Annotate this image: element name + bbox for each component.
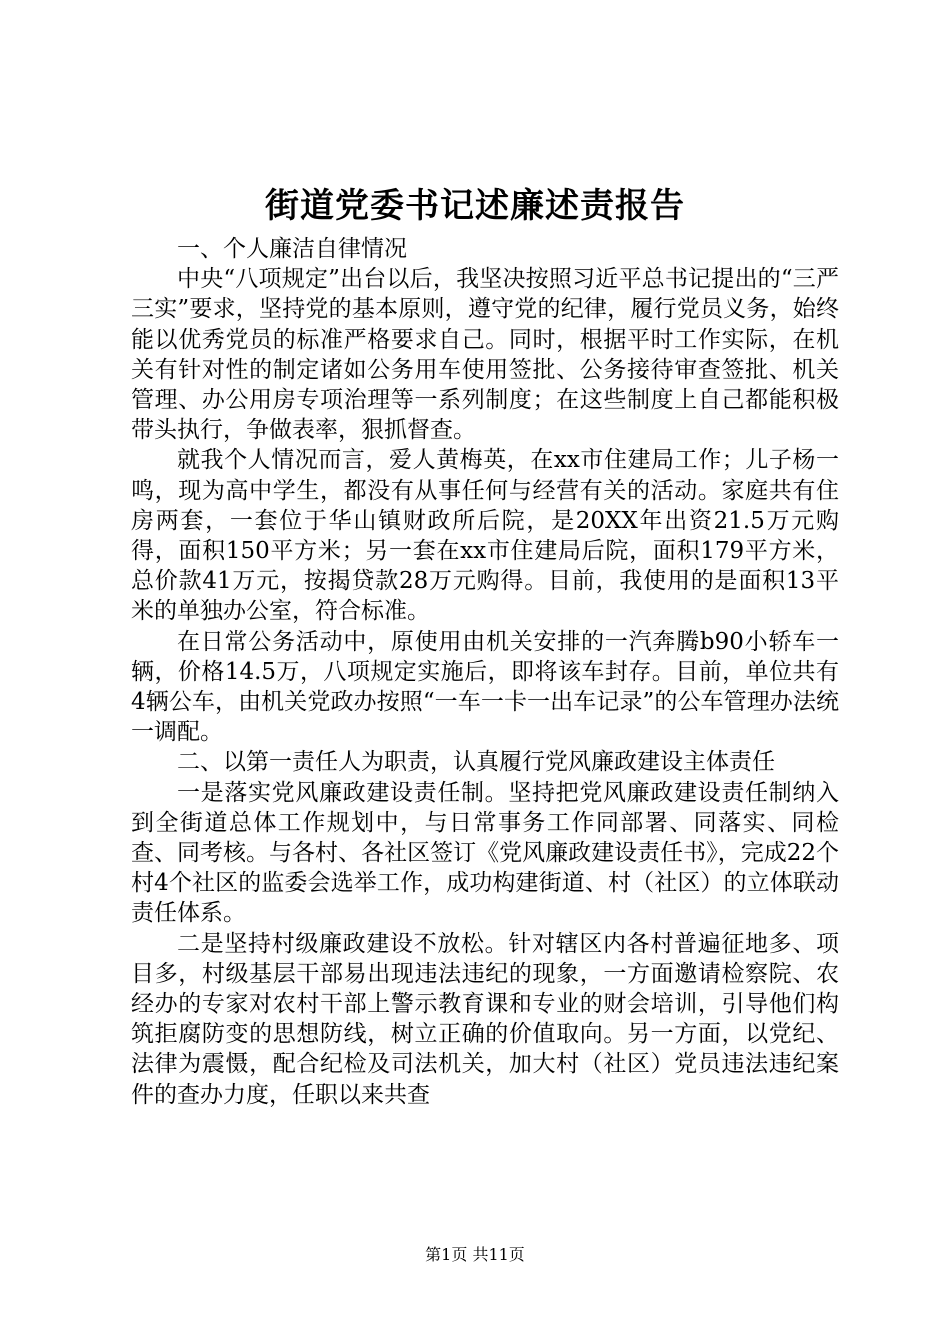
section-heading-2: 二、以第一责任人为职责，认真履行党风廉政建设主体责任	[177, 749, 775, 776]
document-title: 街道党委书记述廉述责报告	[265, 186, 685, 226]
page-number-footer: 第1页 共11页	[425, 1245, 525, 1264]
document-body	[131, 234, 839, 1110]
paragraph: 就我个人情况而言，爱人黄梅英，在xx市住建局工作；儿子杨一鸣，现为高中学生，都没有从事任何与经营有关的活动。家庭共有住房两套，一套位于华山镇财政所后院，是20XX年出资21.5万元购得，面积150平方米；另一套在xx市住建局后院，面积179平方米，总价款41万元，按揭贷款28万元购得。目前，我使用的是面积13平米的单独办公室，符合标准。	[131, 447, 839, 625]
paragraph: 二是坚持村级廉政建设不放松。针对辖区内各村普遍征地多、项目多，村级基层干部易出现违法违纪的现象，一方面邀请检察院、农经办的专家对农村干部上警示教育课和专业的财会培训，引导他们构筑拒腐防变的思想防线，树立正确的价值取向。另一方面，以党纪、法律为震慑，配合纪检及司法机关，加大村（社区）党员违法违纪案件的查办力度，任职以来共查	[131, 930, 839, 1108]
section-heading-1: 一、个人廉洁自律情况	[177, 236, 407, 262]
paragraph: 一是落实党风廉政建设责任制。坚持把党风廉政建设责任制纳入到全街道总体工作规划中，与日常事务工作同部署、同落实、同检查、同考核。与各村、各社区签订《党风廉政建设责任书》，完成22个村4个社区的监委会选举工作，成功构建街道、村（社区）的立体联动责任体系。	[131, 779, 839, 927]
paragraph: 在日常公务活动中，原使用由机关安排的一汽奔腾b90小轿车一辆，价格14.5万，八项规定实施后，即将该车封存。目前，单位共有4辆公车，由机关党政办按照“一车一卡一出车记录”的公车管理办法统一调配。	[131, 628, 839, 746]
paragraph: 中央“八项规定”出台以后，我坚决按照习近平总书记提出的“三严三实”要求，坚持党的基本原则，遵守党的纪律，履行党员义务，始终能以优秀党员的标准严格要求自己。同时，根据平时工作实际，在机关有针对性的制定诸如公务用车使用签批、公务接待审查签批、机关管理、办公用房专项治理等一系列制度；在这些制度上自己都能积极带头执行，争做表率，狠抓督查。	[131, 266, 839, 444]
